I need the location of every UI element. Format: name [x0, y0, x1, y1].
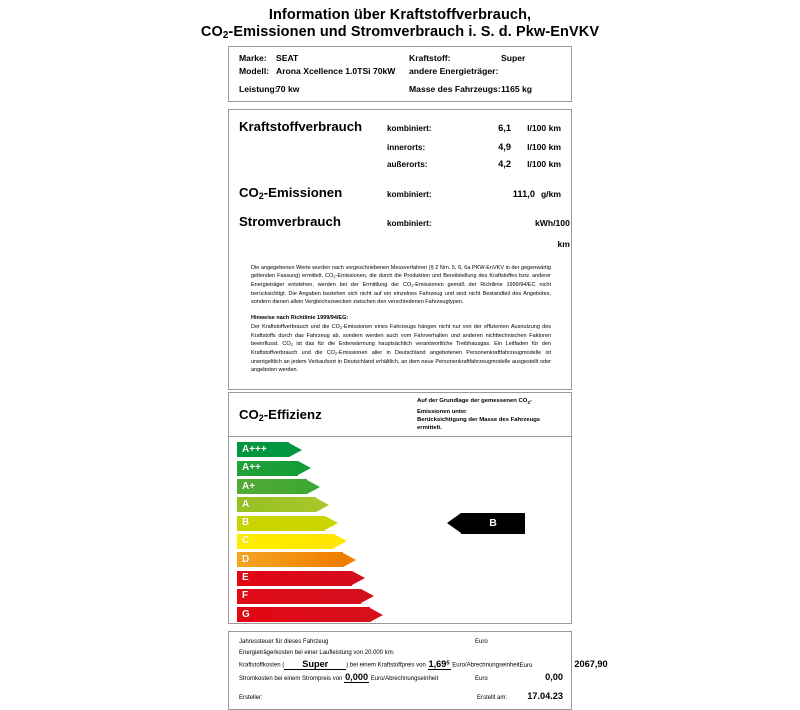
fuel-urban-value: 4,9 [498, 142, 511, 152]
fuel-extraurban-value: 4,2 [498, 159, 511, 169]
fuel-cost-description: Kraftstoffkosten ( Super ) bei einem Kraftstoffpreis von 1,69$^5$ Euro/Abrechnungseinheit [239, 659, 520, 670]
efficiency-bar-arrow-icon [298, 461, 311, 475]
title-line-2: $CO_2$-Emissionen und Stromverbrauch i. S. d. Pkw-EnVKV [200, 24, 600, 42]
vehicle-row-marke [239, 52, 561, 65]
modell-label: Modell: [239, 66, 270, 76]
efficiency-class-B [237, 516, 383, 531]
vehicle-row-modell [239, 65, 561, 78]
fuel-combined-label: kombiniert: [387, 124, 432, 133]
consumption-row-power [239, 211, 570, 255]
efficiency-class-label: A+++ [237, 442, 289, 457]
electricity-price-value: 0,000 [345, 671, 369, 682]
efficiency-class-C [237, 534, 383, 549]
cost-row-fuel [239, 658, 608, 671]
cost-row-spacer [239, 684, 563, 691]
efficiency-class-F [237, 589, 383, 604]
efficiency-class-Aplus [237, 479, 383, 494]
efficiency-title: $CO_2$-Effizienz [239, 406, 322, 423]
efficiency-class-label: A++ [237, 461, 298, 476]
modell-value: Arona Xcellence 1.0TSi 70kW [276, 66, 396, 76]
efficiency-class-label: D [237, 552, 343, 567]
cost-row-tax [239, 637, 563, 648]
kraftstoff-value: Super [501, 53, 526, 63]
efficiency-class-bars [237, 442, 383, 625]
power-consumption-title: Stromverbrauch [239, 213, 341, 229]
consumption-box [228, 109, 572, 390]
marker-arrow-icon [447, 513, 461, 533]
marke-label: Marke: [239, 53, 267, 63]
power-combined-unit: kWh/100 km [535, 217, 570, 249]
fuel-consumption-title: Kraftstoffverbrauch [239, 119, 363, 134]
title-line-1: Information über Kraftstoffverbrauch, [268, 7, 532, 23]
efficiency-bar-arrow-icon [316, 498, 329, 512]
co2-efficiency-box [228, 392, 572, 624]
efficiency-bar-arrow-icon [289, 443, 302, 457]
label-sheet [228, 46, 608, 702]
power-combined-label: kombiniert: [387, 218, 432, 228]
fuel-urban-label: innerorts: [387, 143, 426, 152]
efficiency-class-label: C [237, 534, 334, 549]
leistung-value: 70 kw [276, 84, 300, 94]
costs-box [228, 631, 608, 709]
efficiency-bar-arrow-icon [343, 553, 356, 567]
efficiency-bar-arrow-icon [325, 516, 338, 530]
fuel-extraurban-label: außerorts: [387, 160, 428, 169]
cost-row-electricity [239, 672, 563, 685]
fuel-type-field[interactable]: Super [284, 659, 346, 670]
efficiency-class-label: G [237, 607, 370, 622]
page-title [0, 7, 800, 44]
fuel-combined-value: 6,1 [498, 123, 511, 133]
efficiency-note: Auf der Grundlage der gemessenen $CO_2$-Emissionen unter Berücksichtigung der Masse des Fahrzeugs ermittelt. [417, 398, 541, 432]
efficiency-class-G [237, 607, 383, 622]
co2-combined-unit: g/km [540, 189, 561, 199]
tax-currency: Euro [475, 639, 488, 646]
creator-label: Ersteller: [239, 695, 263, 702]
andere-energietraeger-label: andere Energieträger: [409, 66, 499, 76]
efficiency-header [229, 393, 571, 437]
electricity-cost-amount: 0,00 [545, 671, 563, 682]
fineprint-section [239, 264, 561, 374]
fuel-extraurban-unit: l/100 km [527, 159, 561, 169]
fineprint-paragraph-1: Die angegebenen Werte wurden nach vorgeschriebenen Messverfahren (§ 2 Nrn. 5, 6, 6a PKW-EnVKV in der gegenwärtig geltenden Fassung) ermittelt. $CO_2$-Emissionen, die durch die Produktion und Bereitstellung des Kraftstoffes bzw. anderer Energieträger entstehen, werden bei der Ermittlung der $CO_2$-Emissionen gemäß der Richtlinie 1999/94/EC nicht berücksichtigt. Die Angaben beziehen sich nicht auf ein einzelnes Fahrzeug und sind nicht Bestandteil des Angebotes, sondern dienen allein Vergleichszwecken zwischen den verschiedenen Fahrzeugtypen. [251, 264, 552, 306]
created-on-date: 17.04.23 [527, 691, 563, 702]
kraftstoff-label: Kraftstoff: [409, 53, 451, 63]
masse-label: Masse des Fahrzeugs: [409, 84, 501, 94]
fineprint-paragraph-2: Hinweise nach Richtlinie 1999/94/EG: Der Kraftstoffverbrauch und die $CO_2$-Emissionen eines Fahrzeugs hängen nicht nur von der effizienten Ausnutzung des Kraftstoffs durch das Fahrzeug ab, sondern werden auch vom Fahrverhalten und anderen nichttechnischen Faktoren beeinflusst. $CO_2$ ist das für die Erderwärmung hauptsächlich verantwortliche Treibhausgas. Ein Leitfaden für den Kraftstoffverbrauch und die $CO_2$-Emissionen aller in Deutschland angebotenen Personenkraftfahrzeugmodelle ist unentgeltlich an jedem Verkaufsort in Deutschland erhältlich, an dem neue Personenkraftfahrzeugmodelle ausgestellt oder angeboten werden. [251, 314, 552, 374]
fuel-currency: Euro [519, 663, 533, 670]
efficiency-class-label: A+ [237, 479, 307, 494]
masse-value: 1165 kg [501, 84, 533, 94]
efficiency-bar-arrow-icon [370, 608, 383, 622]
efficiency-class-A [237, 497, 383, 512]
consumption-gap-1 [239, 173, 561, 182]
efficiency-bar-arrow-icon [307, 480, 320, 494]
tax-description: Jahressteuer für dieses Fahrzeug [239, 639, 329, 646]
efficiency-scale [229, 437, 571, 623]
consumption-row-urban [239, 139, 561, 156]
fuel-combined-unit: l/100 km [527, 123, 561, 133]
energy-cost-description: Energieträgerkosten bei einer Laufleistung von 20.000 km: [239, 649, 395, 656]
efficiency-bar-arrow-icon [352, 571, 365, 585]
efficiency-class-D [237, 552, 383, 567]
efficiency-class-Aplusplus [237, 461, 383, 476]
efficiency-class-label: F [237, 589, 361, 604]
vehicle-info-box [228, 46, 572, 102]
electricity-cost-description: Stromkosten bei einem Strompreis von 0,000 Euro/Abrechnungseinheit [239, 671, 439, 682]
consumption-row-extraurban [239, 156, 561, 173]
co2-emissions-title: $CO_2$-Emissionen [239, 185, 343, 201]
fuel-price-value: 1,69$^5$ [428, 659, 450, 670]
electricity-currency: Euro [475, 675, 488, 682]
cost-row-creator [239, 691, 563, 704]
efficiency-class-Aplusplusplus [237, 442, 383, 457]
efficiency-bar-arrow-icon [361, 589, 374, 603]
current-class-label: B [461, 513, 525, 534]
efficiency-class-label: B [237, 516, 325, 531]
cost-row-energy-heading [239, 648, 563, 659]
vehicle-row-leistung [239, 83, 561, 96]
created-on-label: Erstellt am: [476, 695, 507, 702]
marke-value: SEAT [276, 53, 299, 63]
efficiency-class-E [237, 571, 383, 586]
fineprint-heading: Hinweise nach Richtlinie 1999/94/EG: [251, 314, 349, 321]
efficiency-class-label: E [237, 571, 352, 586]
efficiency-class-label: A [237, 497, 316, 512]
co2-combined-value: 111,0 [512, 189, 535, 199]
fuel-cost-amount: 2067,90 [574, 659, 608, 670]
fuel-urban-unit: l/100 km [527, 142, 561, 152]
consumption-row-co2 [239, 182, 561, 207]
co2-combined-label: kombiniert: [387, 190, 432, 199]
efficiency-bar-arrow-icon [334, 534, 347, 548]
leistung-label: Leistung: [239, 84, 278, 94]
consumption-row-combined [239, 116, 561, 139]
current-class-marker [447, 513, 525, 534]
